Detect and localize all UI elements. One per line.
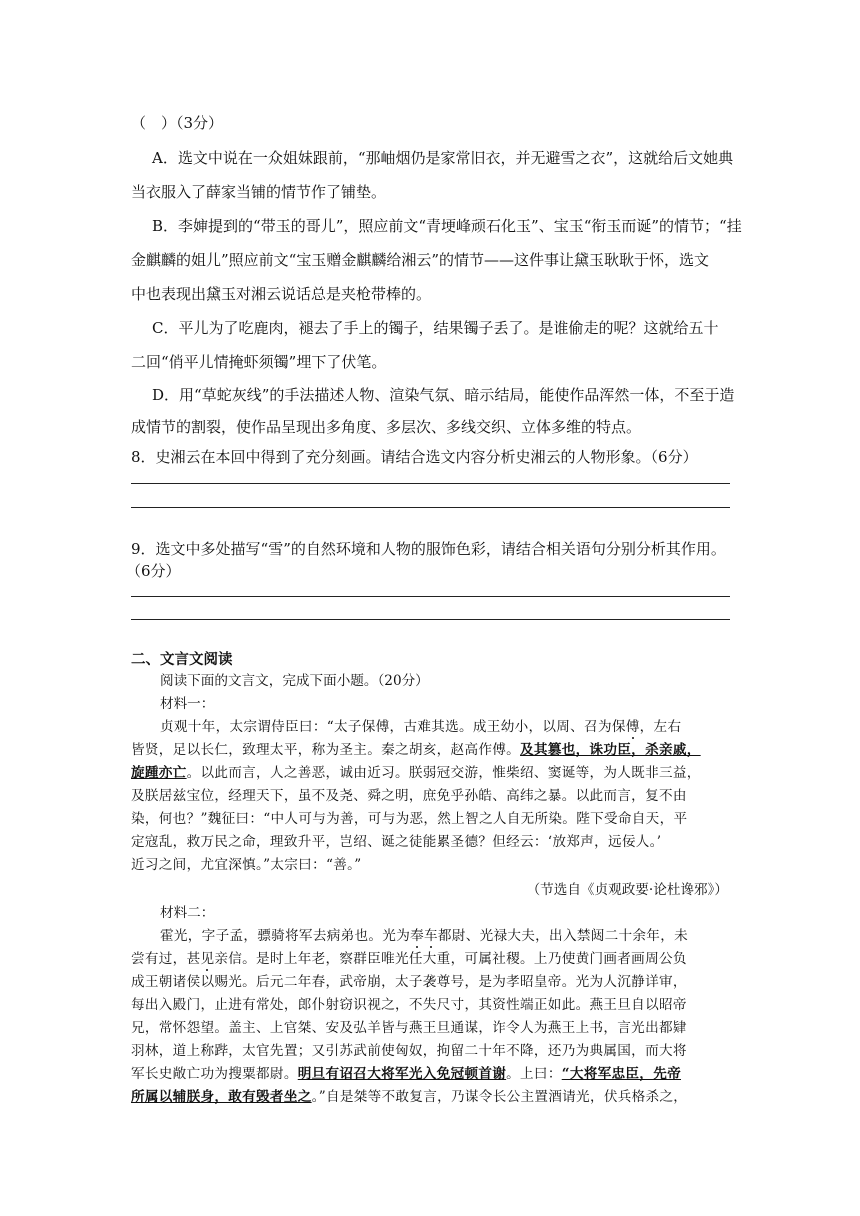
q7-option-c-line1: C．平儿为了吃鹿肉，褪去了手上的镯子，结果镯子丢了。是谁偷走的呢？这就给五十 xyxy=(152,319,719,337)
underlined-sentence: 及其篡也，诛功臣，杀亲戚， xyxy=(520,742,701,758)
m2-line-4: 每出入殿门，止进有常处，郎仆射窃识视之，不失尺寸，其资性端正如此。燕王旦自以昭帝 xyxy=(131,997,687,1013)
q7-option-d-line2: 成情节的割裂，使作品呈现出多角度、多层次、多线交织、立体多维的特点。 xyxy=(131,418,642,436)
q7-option-c-line2: 二回“俏平儿情掩虾须镯”埋下了伏笔。 xyxy=(131,353,387,371)
m2-line-3: 成王朝诸侯以赐光。后元二年春，武帝崩，太子袭尊号，是为孝昭皇帝。光为人沉静详审， xyxy=(131,974,687,990)
m2-line-2: 尝有过，甚见亲信。是时上年老，察群臣唯光任大重，可属社稷。上乃使黄门画者画周公负 xyxy=(131,951,687,967)
section-title: 二、文言文阅读 xyxy=(131,652,233,668)
m1-line-2: 皆贤，足以长仁，致理太平，称为圣主。秦之胡亥，赵高作傅。及其篡也，诛功臣，杀亲戚， xyxy=(131,742,701,758)
q9-text-line1: 9．选文中多处描写“雪”的自然环境和人物的服饰色彩，请结合相关语句分别分析其作用。 xyxy=(131,540,726,558)
q9-answer-line-2[interactable] xyxy=(131,619,730,620)
q7-option-a-line1: A．选文中说在一众姐妹跟前，“那岫烟仍是家常旧衣，并无避雪之衣”，这就给后文她典 xyxy=(152,149,734,167)
m1-line-5: 染，何也？”魏征曰：“中人可与为善，可与为恶，然上智之人自无所染。陛下受命自天，平 xyxy=(131,811,688,827)
m2-line-1: 霍光，字子孟，骠骑将军去病弟也。光为奉车都尉、光禄大夫，出入禁闼二十余年，未 xyxy=(160,928,688,944)
material-2-label: 材料二： xyxy=(160,905,215,921)
q7-option-b-line1: B．李婶提到的“带玉的哥儿”，照应前文“青埂峰顽石化玉”、宝玉“衔玉而诞”的情节；“挂 xyxy=(152,217,742,235)
material-1-source: （节选自《贞观政要·论杜谗邪》） xyxy=(526,882,728,898)
q9-answer-line-1[interactable] xyxy=(131,596,730,597)
q7-stem: （ ）（3分） xyxy=(131,114,224,132)
q8-text: 8．史湘云在本回中得到了充分刻画。请结合选文内容分析史湘云的人物形象。（6分） xyxy=(131,448,698,466)
dotted-char: 傅 xyxy=(625,719,640,735)
m1-line-1: 贞观十年，太宗谓侍臣曰：“太子保傅，古难其选。成王幼小，以周、召为保傅，左右 xyxy=(160,719,682,735)
q7-option-b-line2: 金麒麟的姐儿”照应前文“宝玉赠金麒麟给湘云”的情节——这件事让黛玉耿耿于怀，选文 xyxy=(131,251,710,269)
underlined-sentence: 明旦有诏召大将军光入免冠顿首谢 xyxy=(297,1066,507,1082)
underlined-sentence-end: 旋踵亦亡 xyxy=(131,765,187,781)
q7-option-a-line2: 当衣服入了薛家当铺的情节作了铺垫。 xyxy=(131,183,387,201)
m2-line-7: 军长史敞亡功为搜粟都尉。明旦有诏召大将军光入免冠顿首谢。上曰：“大将军忠臣，先帝 xyxy=(131,1066,681,1082)
m1-line-6: 定寇乱，救万民之命，理致升平，岂绍、诞之徒能累圣德？但经云：‘放郑声，远佞人。’ xyxy=(131,834,662,850)
section-intro: 阅读下面的文言文，完成下面小题。（20分） xyxy=(160,673,429,689)
m2-line-5: 兄，常怀怨望。盖主、上官桀、安及弘羊皆与燕王旦通谋，诈令人为燕王上书，言光出都肄 xyxy=(131,1020,687,1036)
m1-line-3: 旋踵亦亡。以此而言，人之善恶，诚由近习。朕弱冠交游，惟柴绍、窦诞等，为人既非三益， xyxy=(131,765,701,781)
q7-option-d-line1: D．用“草蛇灰线”的手法描述人物、渲染气氛、暗示结局，能使作品浑然一体，不至于造 xyxy=(152,386,735,404)
q8-answer-line-1[interactable] xyxy=(131,483,730,484)
m2-line-6: 羽林，道上称跸，太官先置；又引苏武前使匈奴，拘留二十年不降，还乃为典属国，而大将 xyxy=(131,1043,687,1059)
m1-line-4: 及朕居兹宝位，经理天下，虽不及尧、舜之明，庶免乎孙皓、高纬之暴。以此而言，复不由 xyxy=(131,788,687,804)
underlined-quote: “大将军忠臣，先帝 xyxy=(561,1066,681,1082)
m1-line-7: 近习之间，尤宜深慎。”太宗曰：“善。” xyxy=(131,857,362,873)
q7-option-b-line3: 中也表现出黛玉对湘云说话总是夹枪带棒的。 xyxy=(131,285,432,303)
m2-line-8: 所属以辅朕身，敢有毁者坐之。”自是桀等不敢复言，乃谋令长公主置酒请光，伏兵格杀之， xyxy=(131,1089,688,1105)
underlined-quote-end: 所属以辅朕身，敢有毁者坐之 xyxy=(131,1089,312,1105)
q9-text-line2: （6分） xyxy=(126,562,181,580)
q8-answer-line-2[interactable] xyxy=(131,507,730,508)
material-1-label: 材料一： xyxy=(160,696,215,712)
